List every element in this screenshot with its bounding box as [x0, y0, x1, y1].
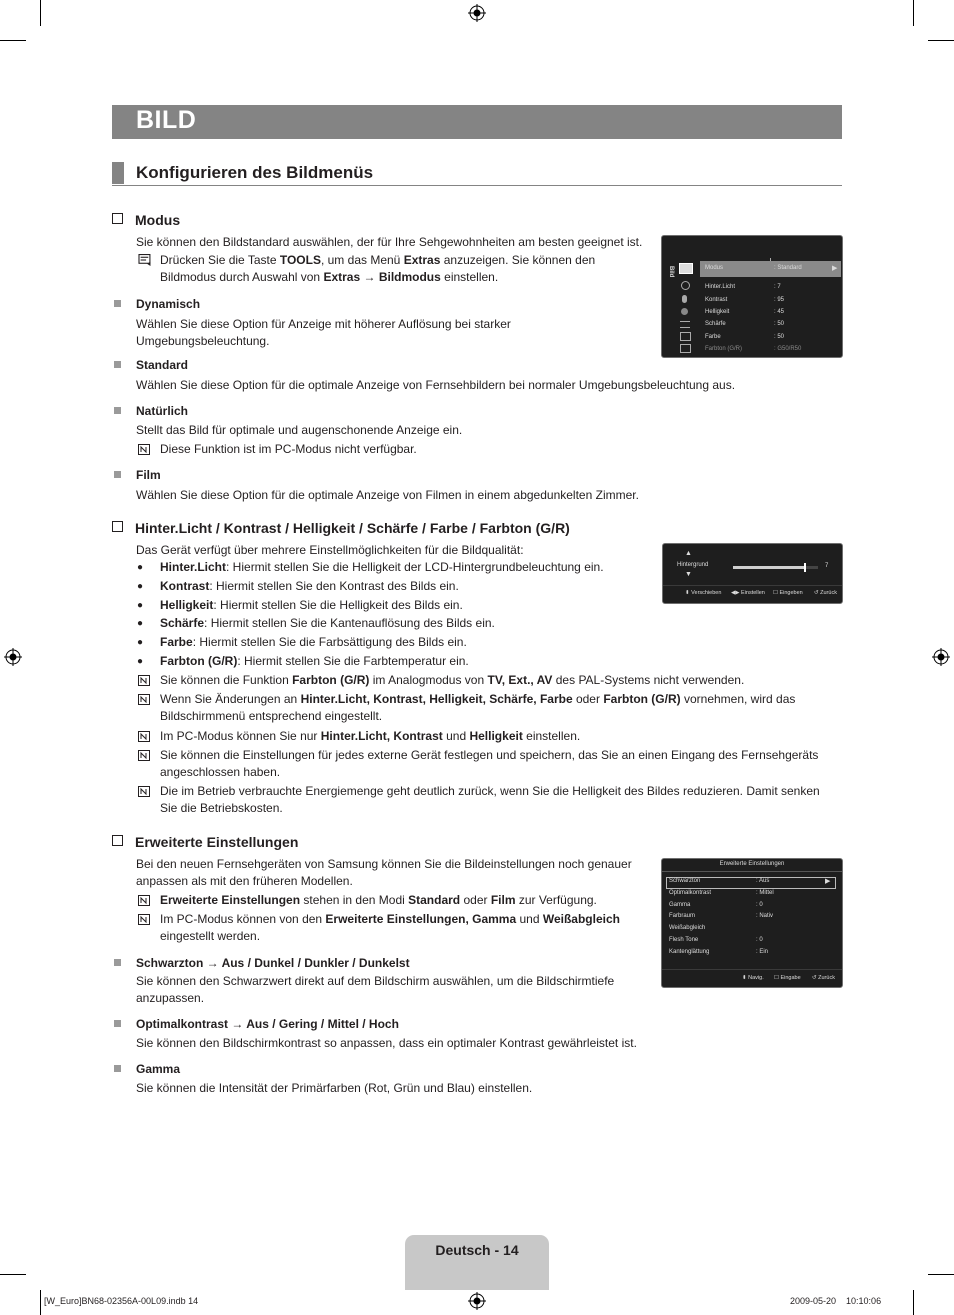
tools-remote-icon [138, 254, 152, 266]
menu-row-label: Flesh Tone [669, 937, 699, 943]
advanced-item-text: Sie können den Schwarzwert direkt auf dem Bildschirm auswählen, um die Bildschirmtiefe anzupassen. [136, 974, 615, 1005]
menu-row-label: Modus [705, 265, 724, 271]
divider [663, 585, 842, 586]
slider-screenshot [662, 543, 843, 604]
menu-row-label: Schärfe [705, 321, 726, 327]
setup-icon [681, 308, 688, 315]
modus-item-text: Wählen Sie diese Option für die optimale Anzeige von Filmen in einem abgedunkelten Zimmer. [136, 488, 639, 502]
settings-heading: Hinter.Licht / Kontrast / Helligkeit / Schärfe / Farbe / Farbton (G/R) [112, 520, 570, 536]
slider-value: 7 [825, 563, 829, 569]
advanced-item-text: Sie können den Bildschirmkontrast so anpassen, dass ein optimaler Kontrast gewährleistet ist. [136, 1036, 637, 1050]
advanced-intro: Bei den neuen Fernsehgeräten von Samsung können Sie die Bildeinstellungen noch genauer anpassen als mit den früheren Modellen. [136, 857, 632, 888]
crop-mark [0, 40, 26, 41]
note-icon [138, 694, 150, 705]
advanced-item-label: Optimalkontrast → Aus / Gering / Mittel / Hoch [136, 1017, 399, 1031]
menu-row-label: Helligkeit [705, 309, 730, 315]
modus-item-text: Wählen Sie diese Option für die optimale Anzeige von Fernsehbildern bei normaler Umgebungsbeleuchtung aus. [136, 378, 736, 392]
checkbox-square-icon [112, 835, 123, 846]
menu-row-value: : 0 [756, 937, 763, 943]
note: Im PC-Modus können von den Erweiterte Einstellungen, Gamma und Weißabgleich eingestellt werden. [136, 911, 620, 945]
note: Im PC-Modus können Sie nur Hinter.Licht, Kontrast und Helligkeit einstellen. [136, 728, 580, 745]
page-number-tab [405, 1235, 549, 1290]
slider-track[interactable] [733, 566, 818, 569]
crop-mark [928, 1274, 954, 1275]
note: Die im Betrieb verbrauchte Energiemenge geht deutlich zurück, wenn Sie die Helligkeit des Bildes reduzieren. Damit senken Sie die Betriebskosten. [136, 783, 820, 817]
nav-hint: ↺ Zurück [812, 975, 835, 981]
note-icon [138, 895, 150, 906]
note-icon [138, 444, 150, 455]
menu-row-value: : Ein [756, 949, 769, 955]
registration-mark-icon [4, 648, 22, 666]
menu-row-label: Optimalkontrast [669, 890, 712, 896]
nav-hint: ↺ Zurück [814, 590, 837, 596]
up-indicator [770, 258, 771, 261]
slider-fill [733, 566, 805, 569]
advanced-heading: Erweiterte Einstellungen [112, 834, 298, 850]
menu-row-value: : 50 [774, 321, 785, 327]
list-item: ● Hinter.Licht: Hiermit stellen Sie die Helligkeit der LCD-Hintergrundbeleuchtung ein. [136, 559, 604, 576]
slider-label: Hintergrund [677, 562, 709, 568]
arrow-up-icon: ▲ [685, 550, 692, 557]
checkbox-square-icon [112, 521, 123, 532]
modus-item-text: Wählen Sie diese Option für Anzeige mit höherer Auflösung bei starker Umgebungsbeleuchtung. [136, 317, 511, 348]
list-item: ● Schärfe: Hiermit stellen Sie die Kantenauflösung des Bilds ein. [136, 615, 495, 632]
page-title-bar [112, 105, 842, 139]
crop-mark [913, 0, 914, 26]
advanced-item-label: Gamma [136, 1062, 181, 1076]
note: Diese Funktion ist im PC-Modus nicht verfügbar. [136, 441, 417, 458]
bullet-square [114, 361, 121, 368]
arrow-down-icon: ▼ [685, 571, 692, 578]
advanced-settings-screenshot [661, 858, 843, 988]
registration-mark-icon [468, 4, 486, 22]
bullet-square [114, 471, 121, 478]
slider-thumb[interactable] [804, 563, 806, 572]
page-title: BILD [136, 106, 197, 134]
menu-row-label: Gamma [669, 902, 691, 908]
registration-mark-icon [932, 648, 950, 666]
print-date: 2009-05-20 10:10:06 [790, 1296, 882, 1306]
crop-mark [913, 1290, 914, 1315]
menu-row-value: : 50 [774, 334, 785, 340]
application-icon [680, 332, 691, 341]
file-slug: [W_Euro]BN68-02356A-00L09.indb 14 [44, 1296, 199, 1306]
menu-row-value: : 45 [774, 309, 785, 315]
tools-note [136, 252, 595, 286]
menu-row-value: : Aus [756, 878, 770, 884]
nav-hint: ⬍ Navig. [742, 975, 764, 981]
bullet-square [114, 407, 121, 414]
bullet-square [114, 1020, 121, 1027]
modus-item-label: Standard [136, 358, 189, 372]
menu-row-label: Farbton (G/R) [705, 346, 743, 352]
list-item: ● Farbton (G/R): Hiermit stellen Sie die Farbtemperatur ein. [136, 653, 469, 670]
menu-row-value: : Mittel [756, 890, 774, 896]
crop-mark [40, 1290, 41, 1315]
modus-item-label: Film [136, 468, 161, 482]
nav-hint: ☐ Eingabe [774, 975, 801, 981]
list-item: ● Helligkeit: Hiermit stellen Sie die Helligkeit des Bilds ein. [136, 597, 463, 614]
note: Sie können die Einstellungen für jedes externe Gerät festlegen und speichern, das Sie an einen Eingang des Fernsehgeräts angeschlossen haben. [136, 747, 818, 781]
channel-icon [682, 295, 687, 303]
arrow-right-icon: ▶ [825, 878, 831, 885]
menu-row-label: Hinter.Licht [705, 284, 736, 290]
note-icon [138, 914, 150, 925]
note: Wenn Sie Änderungen an Hinter.Licht, Kontrast, Helligkeit, Schärfe, Farbe oder Farbton (G/R) vornehmen, wird das Bildschirmmenü entsprechend eingestellt. [136, 691, 795, 725]
menu-row-label: Weißabgleich [669, 925, 706, 931]
crop-mark [40, 0, 41, 26]
section-title: Konfigurieren des Bildmenüs [136, 163, 374, 182]
support-icon [680, 344, 691, 353]
input-icon [680, 321, 690, 328]
note-icon [138, 786, 150, 797]
settings-intro: Das Gerät verfügt über mehrere Einstellmöglichkeiten für die Bildqualität: [136, 543, 524, 557]
registration-mark-icon [468, 1292, 486, 1310]
screen-title: Erweiterte Einstellungen [719, 861, 785, 867]
note-icon [138, 731, 150, 742]
crop-mark [0, 1274, 26, 1275]
menu-row-label: Kantenglättung [669, 949, 710, 955]
list-item: ● Farbe: Hiermit stellen Sie die Farbsättigung des Bilds ein. [136, 634, 467, 651]
modus-item-label: Natürlich [136, 404, 189, 418]
divider [112, 185, 842, 186]
note: Sie können die Funktion Farbton (G/R) im Analogmodus von TV, Ext., AV des PAL-Systems nicht verwenden. [136, 672, 744, 689]
modus-heading: Modus [112, 212, 180, 228]
bullet-square [114, 959, 121, 966]
checkbox-square-icon [112, 213, 123, 224]
note: Erweiterte Einstellungen stehen in den Modi Standard oder Film zur Verfügung. [136, 892, 597, 909]
modus-item-text: Stellt das Bild für optimale und augenschonende Anzeige ein. [136, 423, 463, 437]
divider [662, 969, 842, 970]
menu-icon-column [678, 260, 694, 354]
tools-note-text: Drücken Sie die Taste TOOLS, um das Menü Extras anzuzeigen. Sie können den Bildmodus durch Auswahl von Extras → Bildmodus einstellen. [160, 253, 596, 284]
picture-menu-screenshot [661, 235, 843, 358]
menu-row-label: Farbe [705, 334, 721, 340]
bullet-square [114, 1065, 121, 1072]
menu-row-label: Kontrast [705, 297, 728, 303]
note-icon [138, 750, 150, 761]
page-number: Deutsch - 14 [435, 1242, 519, 1258]
menu-row-value: : 0 [756, 902, 763, 908]
menu-row-label: Schwarzton [669, 878, 701, 884]
modus-item-label: Dynamisch [136, 297, 201, 311]
menu-row-value: : Nativ [756, 913, 774, 919]
menu-side-label: Bild [668, 266, 674, 278]
nav-hint: ☐ Eingeben [773, 590, 803, 596]
advanced-item-label: Schwarzton → Aus / Dunkel / Dunkler / Dunkelst [136, 956, 410, 970]
picture-icon [679, 263, 693, 274]
advanced-item-text: Sie können die Intensität der Primärfarben (Rot, Grün und Blau) einstellen. [136, 1081, 533, 1095]
menu-row-value: : Standard [774, 265, 802, 271]
arrow-right-icon: ▶ [832, 265, 838, 272]
menu-row-value: : G50/R50 [774, 346, 802, 352]
menu-row-value: : 7 [774, 284, 781, 290]
modus-intro: Sie können den Bildstandard auswählen, der für Ihre Sehgewohnheiten am besten geeignet ist. [136, 235, 643, 249]
crop-mark [928, 40, 954, 41]
divider [662, 871, 842, 872]
list-item: ● Kontrast: Hiermit stellen Sie den Kontrast des Bilds ein. [136, 578, 459, 595]
menu-row-value: : 95 [774, 297, 785, 303]
menu-row-label: Farbraum [669, 913, 696, 919]
note-icon [138, 675, 150, 686]
sound-icon [681, 281, 690, 290]
nav-hint: ⬍ Verschieben [685, 590, 722, 596]
bullet-square [114, 300, 121, 307]
nav-hint: ◀▶ Einstellen [731, 590, 765, 596]
section-marker [112, 162, 124, 184]
